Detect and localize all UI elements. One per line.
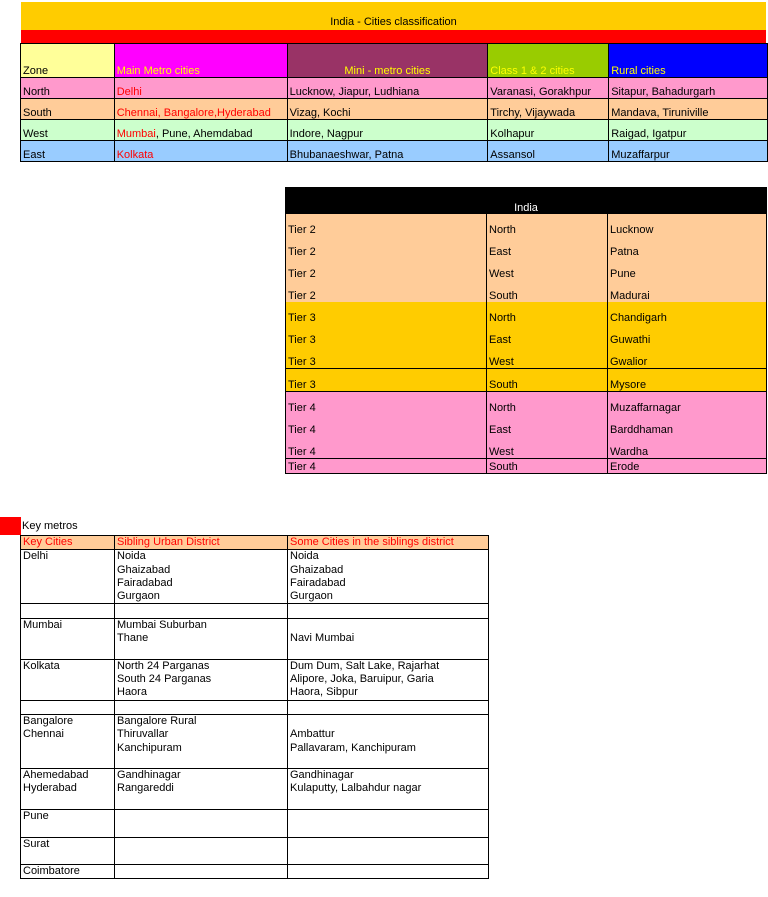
key-city-cell: Kolkata xyxy=(21,659,115,673)
header-sibling-cities: Some Cities in the siblings district xyxy=(288,536,489,550)
tier-zone-cell: East xyxy=(487,236,608,258)
zone-cell: West xyxy=(21,120,115,141)
red-divider-bar xyxy=(21,30,766,43)
sibling-district-cell: Bangalore Rural xyxy=(115,714,288,728)
rural-cell: Raigad, Igatpur xyxy=(609,120,768,141)
key-city-cell: Surat xyxy=(21,837,115,851)
key-metros-row xyxy=(21,809,489,823)
key-city-cell xyxy=(21,823,115,837)
tier-city-cell: Madurai xyxy=(608,280,767,302)
rural-cell: Muzaffarpur xyxy=(609,141,768,162)
tier-city-cell: Erode xyxy=(608,459,767,474)
sibling-district-cell xyxy=(115,700,288,714)
class12-cell: Varanasi, Gorakhpur xyxy=(488,78,609,99)
header-mini-metro: Mini - metro cities xyxy=(287,44,488,78)
tier-city-cell: Patna xyxy=(608,236,767,258)
tier-row xyxy=(286,414,767,436)
sibling-district-cell xyxy=(115,823,288,837)
key-city-cell xyxy=(21,673,115,686)
tier-row xyxy=(286,236,767,258)
key-city-cell xyxy=(21,700,115,714)
tier-table xyxy=(285,187,767,474)
header-rural: Rural cities xyxy=(609,44,768,78)
tier-cell: Tier 4 xyxy=(286,459,487,474)
key-city-cell: Chennai xyxy=(21,728,115,741)
sibling-district-cell xyxy=(115,851,288,865)
sibling-district-cell: Thiruvallar xyxy=(115,728,288,741)
key-city-cell: Delhi xyxy=(21,550,115,564)
key-metros-row xyxy=(21,728,489,741)
main-metro-cell: Delhi xyxy=(114,78,287,99)
classification-row-south xyxy=(21,99,768,120)
tier-zone-cell: West xyxy=(487,258,608,280)
sibling-cities-cell: Haora, Sibpur xyxy=(288,686,489,700)
sibling-cities-cell: Noida xyxy=(288,550,489,564)
tier-row xyxy=(286,280,767,302)
tier-zone-cell: South xyxy=(487,280,608,302)
rural-cell: Sitapur, Bahadurgarh xyxy=(609,78,768,99)
tier-zone-cell: South xyxy=(487,369,608,392)
mini-metro-cell: Indore, Nagpur xyxy=(287,120,488,141)
tier-cell: Tier 2 xyxy=(286,258,487,280)
sibling-cities-cell: Ambattur xyxy=(288,728,489,741)
tier-city-cell: Pune xyxy=(608,258,767,280)
key-metros-row xyxy=(21,714,489,728)
tier-city-cell: Guwathi xyxy=(608,324,767,346)
sibling-cities-cell: Kulaputty, Lalbahdur nagar xyxy=(288,782,489,795)
class12-cell: Tirchy, Vijaywada xyxy=(488,99,609,120)
tier-row xyxy=(286,459,767,474)
tier-city-cell: Mysore xyxy=(608,369,767,392)
key-city-cell xyxy=(21,686,115,700)
tier-city-cell: Chandigarh xyxy=(608,302,767,324)
tier-row xyxy=(286,369,767,392)
zone-cell: North xyxy=(21,78,115,99)
key-metros-row xyxy=(21,577,489,590)
key-metros-row xyxy=(21,686,489,700)
header-main-metro: Main Metro cities xyxy=(114,44,287,78)
key-metros-row xyxy=(21,590,489,604)
key-metros-row xyxy=(21,823,489,837)
key-metros-row xyxy=(21,769,489,783)
key-metros-body xyxy=(21,550,489,879)
tier-zone-cell: West xyxy=(487,436,608,459)
sibling-district-cell: Thane xyxy=(115,632,288,645)
key-metros-row xyxy=(21,659,489,673)
mini-metro-cell: Lucknow, Jiapur, Ludhiana xyxy=(287,78,488,99)
key-metros-row xyxy=(21,550,489,564)
tier-zone-cell: South xyxy=(487,459,608,474)
rural-cell: Mandava, Tiruniville xyxy=(609,99,768,120)
key-metros-row xyxy=(21,837,489,851)
key-metros-row xyxy=(21,741,489,754)
key-city-cell xyxy=(21,796,115,810)
key-metros-row xyxy=(21,645,489,659)
sibling-cities-cell: Ghaizabad xyxy=(288,564,489,577)
sibling-district-cell: Mumbai Suburban xyxy=(115,618,288,632)
sibling-district-cell xyxy=(115,755,288,769)
tier-city-cell: Gwalior xyxy=(608,346,767,369)
tier-row xyxy=(286,392,767,415)
key-city-cell xyxy=(21,755,115,769)
sibling-cities-cell xyxy=(288,809,489,823)
sibling-district-cell: Ghaizabad xyxy=(115,564,288,577)
sibling-cities-cell: Gandhinagar xyxy=(288,769,489,783)
sibling-cities-cell: Alipore, Joka, Baruipur, Garia xyxy=(288,673,489,686)
key-city-cell: Hyderabad xyxy=(21,782,115,795)
mini-metro-cell: Bhubanaeshwar, Patna xyxy=(287,141,488,162)
tier-header-row xyxy=(286,187,767,214)
tier-row xyxy=(286,324,767,346)
sibling-district-cell xyxy=(115,645,288,659)
key-metros-row xyxy=(21,782,489,795)
sibling-cities-cell: Navi Mumbai xyxy=(288,632,489,645)
tier-zone-cell: East xyxy=(487,414,608,436)
sibling-district-cell: North 24 Parganas xyxy=(115,659,288,673)
key-metros-row xyxy=(21,796,489,810)
key-metros-marker xyxy=(0,517,21,535)
tier-cell: Tier 4 xyxy=(286,436,487,459)
sibling-district-cell: South 24 Parganas xyxy=(115,673,288,686)
sibling-district-cell xyxy=(115,865,288,879)
class12-cell: Kolhapur xyxy=(488,120,609,141)
key-metros-row xyxy=(21,865,489,879)
key-metros-table xyxy=(20,535,489,879)
main-metro-cell: Kolkata xyxy=(114,141,287,162)
sibling-cities-cell xyxy=(288,755,489,769)
tier-cell: Tier 3 xyxy=(286,324,487,346)
sibling-district-cell xyxy=(115,796,288,810)
tier-row xyxy=(286,214,767,236)
sibling-district-cell: Gandhinagar xyxy=(115,769,288,783)
tier-city-cell: Muzaffarnagar xyxy=(608,392,767,415)
class12-cell: Assansol xyxy=(488,141,609,162)
key-city-cell: Bangalore xyxy=(21,714,115,728)
tier-cell: Tier 4 xyxy=(286,414,487,436)
zone-cell: East xyxy=(21,141,115,162)
sibling-cities-cell xyxy=(288,714,489,728)
sibling-district-cell: Haora xyxy=(115,686,288,700)
sibling-cities-cell xyxy=(288,700,489,714)
key-metros-row xyxy=(21,604,489,618)
tier-row xyxy=(286,346,767,369)
key-city-cell xyxy=(21,851,115,865)
sibling-cities-cell xyxy=(288,796,489,810)
key-metros-row xyxy=(21,700,489,714)
sibling-cities-cell xyxy=(288,604,489,618)
sibling-district-cell: Rangareddi xyxy=(115,782,288,795)
sibling-cities-cell xyxy=(288,618,489,632)
header-key-cities: Key Cities xyxy=(21,536,115,550)
tier-city-cell: Barddhaman xyxy=(608,414,767,436)
tier-cell: Tier 2 xyxy=(286,214,487,236)
key-metros-row xyxy=(21,673,489,686)
header-class-1-2: Class 1 & 2 cities xyxy=(488,44,609,78)
sibling-cities-cell: Fairadabad xyxy=(288,577,489,590)
tier-cell: Tier 3 xyxy=(286,369,487,392)
tier-zone-cell: North xyxy=(487,214,608,236)
classification-row-east xyxy=(21,141,768,162)
tier-zone-cell: North xyxy=(487,392,608,415)
sibling-cities-cell: Dum Dum, Salt Lake, Rajarhat xyxy=(288,659,489,673)
tier-city-cell: Wardha xyxy=(608,436,767,459)
key-metros-label: Key metros xyxy=(22,520,78,532)
sibling-district-cell: Fairadabad xyxy=(115,577,288,590)
key-city-cell xyxy=(21,564,115,577)
tier-row xyxy=(286,302,767,324)
header-zone: Zone xyxy=(21,44,115,78)
key-city-cell xyxy=(21,604,115,618)
classification-header-row xyxy=(21,44,768,78)
main-metro-cell: Chennai, Bangalore,Hyderabad xyxy=(114,99,287,120)
key-city-cell xyxy=(21,645,115,659)
key-city-cell: Mumbai xyxy=(21,618,115,632)
main-metro-cell xyxy=(114,120,287,141)
header-sibling-district: Sibling Urban District xyxy=(115,536,288,550)
sibling-cities-cell xyxy=(288,823,489,837)
key-metros-header-row xyxy=(21,536,489,550)
classification-title: India - Cities classification xyxy=(21,2,766,30)
sibling-cities-cell xyxy=(288,865,489,879)
tier-row xyxy=(286,436,767,459)
tier-city-cell: Lucknow xyxy=(608,214,767,236)
main-metro-rest: , Pune, Ahemdabad xyxy=(155,128,253,140)
tier-zone-cell: East xyxy=(487,324,608,346)
key-metros-row xyxy=(21,755,489,769)
key-city-cell: Ahemedabad xyxy=(21,769,115,783)
tier-zone-cell: West xyxy=(487,346,608,369)
sibling-district-cell xyxy=(115,604,288,618)
sibling-district-cell: Gurgaon xyxy=(115,590,288,604)
mini-metro-cell: Vizag, Kochi xyxy=(287,99,488,120)
tier-cell: Tier 2 xyxy=(286,236,487,258)
sibling-district-cell xyxy=(115,809,288,823)
sibling-cities-cell: Gurgaon xyxy=(288,590,489,604)
sibling-cities-cell xyxy=(288,645,489,659)
zone-cell: South xyxy=(21,99,115,120)
key-metros-row xyxy=(21,564,489,577)
sibling-cities-cell: Pallavaram, Kanchipuram xyxy=(288,741,489,754)
tier-cell: Tier 2 xyxy=(286,280,487,302)
tier-cell: Tier 3 xyxy=(286,346,487,369)
classification-row-west xyxy=(21,120,768,141)
tier-cell: Tier 4 xyxy=(286,392,487,415)
sibling-district-cell: Kanchipuram xyxy=(115,741,288,754)
tier-zone-cell: North xyxy=(487,302,608,324)
key-city-cell xyxy=(21,632,115,645)
sibling-district-cell: Noida xyxy=(115,550,288,564)
key-city-cell xyxy=(21,741,115,754)
key-metros-row xyxy=(21,851,489,865)
classification-table xyxy=(20,43,768,162)
tier-title: India xyxy=(286,187,767,214)
sibling-cities-cell xyxy=(288,837,489,851)
main-metro-highlight: Mumbai xyxy=(116,128,156,140)
sibling-district-cell xyxy=(115,837,288,851)
key-city-cell: Pune xyxy=(21,809,115,823)
key-city-cell xyxy=(21,577,115,590)
key-metros-row xyxy=(21,632,489,645)
sibling-cities-cell xyxy=(288,851,489,865)
key-metros-row xyxy=(21,618,489,632)
key-city-cell: Coimbatore xyxy=(21,865,115,879)
tier-row xyxy=(286,258,767,280)
classification-row-north xyxy=(21,78,768,99)
tier-cell: Tier 3 xyxy=(286,302,487,324)
key-city-cell xyxy=(21,590,115,604)
